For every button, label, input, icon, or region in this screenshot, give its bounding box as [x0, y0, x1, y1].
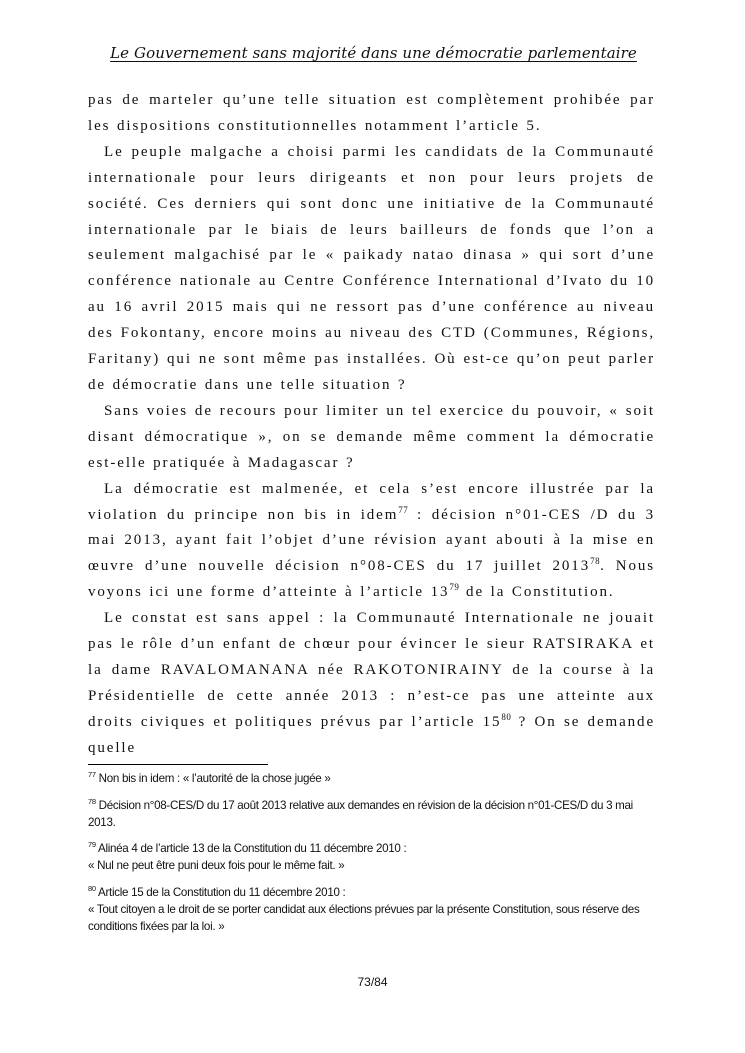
footnote-ref-78[interactable]: 78	[590, 556, 601, 567]
paragraph-1: pas de marteler qu’une telle situation est complètement prohibée par les dispositions constitutionnelles notamment l’article 5.	[88, 92, 655, 134]
footnote-text: Décision n°08-CES/D du 17 août 2013 relative aux demandes en révision de la décision n°01-CES/D du 3 mai 2013.	[88, 798, 633, 829]
body-text	[88, 88, 655, 762]
running-header: Le Gouvernement sans majorité dans une démocratie parlementaire	[110, 44, 637, 62]
footnote-77	[88, 770, 658, 787]
paragraph-4-text-a: La démocratie est malmenée, et cela s’est encore illustrée par la violation du principe non bis in idem	[88, 480, 655, 523]
paragraph-5-text-b: ? On se demande quelle	[88, 713, 655, 756]
footnote-quote: « Nul ne peut être puni deux fois pour le même fait. »	[88, 859, 345, 872]
paragraph-2: Le peuple malgache a choisi parmi les candidats de la Communauté internationale pour leurs dirigeants et non pour leurs projets de société. Ces derniers qui sont donc une initiative de la Communauté internationale par le biais de leurs bailleurs de fonds que l’on a seulement malgachisé par le « paikady natao dinasa » qui sort d’une conférence nationale au Centre Conférence International d’Ivato du 10 au 16 avril 2015 mais qui ne ressort pas d’une conférence au niveau des Fokontany, encore moins au niveau des CTD (Communes, Régions, Faritany) qui ne sont même pas installées. Où est-ce qu’on peut parler de démocratie dans une telle situation ?	[88, 143, 655, 393]
footnote-number: 80	[88, 883, 96, 893]
paragraph-4-text-b: : décision n°01-CES /D du 3 mai 2013, ayant fait l’objet d’une révision ayant abouti à la mise en œuvre d’une nouvelle décision n°08-CES du 17 juillet 2013	[88, 506, 655, 575]
footnote-78	[88, 797, 658, 831]
footnote-ref-80[interactable]: 80	[501, 711, 512, 722]
paragraph-4-text-c: . Nous voyons ici une forme d’atteinte à l’article 13	[88, 558, 655, 601]
paragraph-5-text-a: Le constat est sans appel : la Communauté Internationale ne jouait pas le rôle d’un enfant de chœur pour évincer le sieur RATSIRAKA et la dame RAVALOMANANA née RAKOTONIRAINY de la course à la Présidentielle de cette année 2013 : n’est-ce pas une atteinte aux droits civiques et politiques prévus par l’article 15	[88, 610, 655, 730]
footnote-79	[88, 840, 658, 874]
footnote-separator	[88, 764, 268, 765]
footnote-ref-79[interactable]: 79	[449, 582, 460, 593]
footnotes	[88, 770, 658, 944]
footnote-number: 79	[88, 840, 96, 850]
page-number: 73/84	[357, 975, 388, 989]
paragraph-5	[88, 606, 655, 761]
footnote-80	[88, 884, 658, 935]
footnote-quote: « Tout citoyen a le droit de se porter candidat aux élections prévues par la présente Constitution, sous réserve des conditions fixées par la loi. »	[88, 902, 640, 933]
footnote-number: 77	[88, 770, 96, 780]
footnote-text: Article 15 de la Constitution du 11 décembre 2010 :	[98, 885, 346, 899]
footnote-ref-77[interactable]: 77	[398, 504, 409, 515]
footnote-number: 78	[88, 796, 96, 806]
paragraph-4-text-d: de la Constitution.	[459, 584, 615, 601]
paragraph-3: Sans voies de recours pour limiter un tel exercice du pouvoir, « soit disant démocratique », on se demande même comment la démocratie est-elle pratiquée à Madagascar ?	[88, 402, 655, 471]
footnote-text: Non bis in idem : « l’autorité de la chose jugée »	[98, 772, 331, 785]
paragraph-4	[88, 477, 655, 607]
footnote-text: Alinéa 4 de l’article 13 de la Constitution du 11 décembre 2010 :	[98, 842, 407, 855]
